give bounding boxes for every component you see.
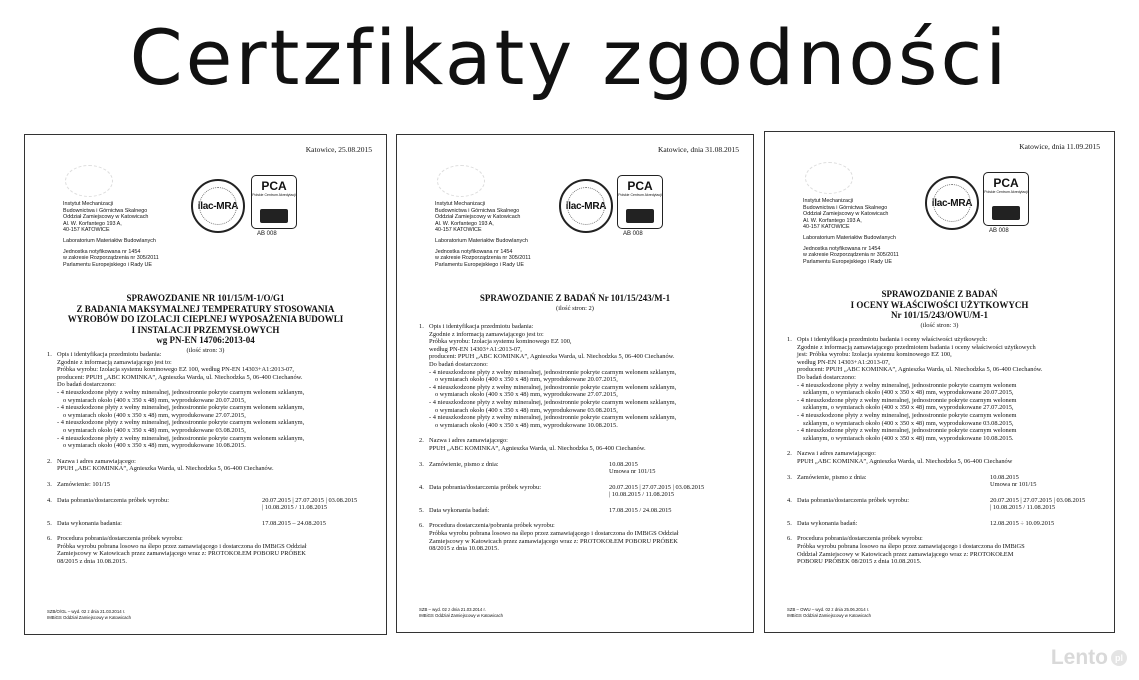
notified-line: w zakresie Rozporządzenia nr 305/2011 — [63, 255, 159, 262]
institute-line: Budownictwa i Górnictwa Skalnego — [435, 207, 520, 214]
certificate-3 — [764, 131, 1115, 633]
description-line: Do badań dostarczono: — [797, 373, 856, 381]
section-value — [262, 497, 372, 512]
section-number: 1. — [419, 323, 424, 330]
notified-line: Parlamentu Europejskiego i Rady UE — [803, 258, 892, 265]
section-row — [419, 461, 739, 476]
institute-line: Oddział Zamiejscowy w Katowicach — [803, 211, 889, 218]
globe-icon — [567, 187, 605, 225]
value-line: | 10.08.2015 / 11.08.2015 — [262, 504, 328, 512]
description-line: Do badań dostarczono: — [429, 360, 488, 368]
value-line: 17.08.2015 – 24.08.2015 — [262, 519, 326, 527]
section-heading — [47, 535, 372, 543]
section-number: 5. — [47, 519, 52, 527]
institute-line: Al. W. Korfantego 193 A, — [63, 220, 122, 227]
section-heading — [787, 520, 990, 528]
section-heading — [787, 497, 990, 505]
notified-line: Parlamentu Europejskiego i Rady UE — [435, 261, 524, 268]
section-value — [609, 461, 739, 476]
value-line: 20.07.2015 | 27.07.2015 | 03.08.2015 — [990, 496, 1086, 504]
pca-logo-icon — [983, 172, 1029, 226]
institute-block — [803, 198, 928, 265]
report-date: Katowice, dnia 11.09.2015 — [1019, 142, 1100, 151]
section-heading — [419, 323, 739, 331]
section-number: 4. — [787, 496, 792, 504]
heading-line: SPRAWOZDANIE Z BADAŃ Nr 101/15/243/M-1 — [479, 293, 671, 303]
institute-block — [63, 201, 188, 268]
procedure-line: Próbka wyrobu pobrana losowo na ślepo przez zamawiającego i dostarczona do IMBiGS — [797, 543, 1025, 551]
ilac-logo-text: ilac-MRA — [197, 200, 239, 212]
client-address: PPUH „ABC KOMINKA”, Agnieszka Warda, ul. Niechodzka 5, 06-400 Ciechanów. — [57, 465, 274, 473]
institute-line: Al. W. Korfantego 193 A, — [435, 220, 494, 227]
pca-badge-icon — [992, 206, 1020, 220]
institute-line: Instytut Mechanizacji — [435, 201, 486, 207]
section-number: 4. — [419, 483, 424, 491]
watermark-logo-icon: pl — [1111, 650, 1127, 666]
section-label — [787, 520, 990, 528]
delivered-item: szklanym, o wymiarach około (400 x 350 x 48) mm, wyprodukowane 27.07.2015, — [803, 404, 1014, 412]
section-6 — [419, 522, 739, 552]
delivered-item: szklanym, o wymiarach około (400 x 350 x 48) mm, wyprodukowane 03.08.2015, — [803, 419, 1014, 427]
footer-line: IMBiGS Oddział Zamiejscowy w Katowicach — [419, 612, 504, 618]
section-1 — [787, 336, 1100, 442]
section-2 — [787, 450, 1100, 465]
delivered-item: - 4 nieuszkodzone płyty z wełny mineralnej, jednostronnie pokryte czarnym welonem szklanym, — [57, 434, 305, 442]
notified-line: w zakresie Rozporządzenia nr 305/2011 — [435, 255, 531, 262]
section-label — [419, 484, 609, 499]
section-value — [990, 520, 1100, 528]
report-body — [47, 351, 372, 574]
section-number: 3. — [419, 460, 424, 468]
institute-line: Al. W. Korfantego 193 A, — [803, 217, 862, 224]
procedure-line: 08/2015 z dnia 10.08.2015. — [57, 558, 127, 566]
section-number: 6. — [419, 522, 424, 530]
heading-line: SPRAWOZDANIE Z BADAŃ — [881, 289, 998, 299]
faded-stamp-icon — [437, 165, 485, 197]
procedure-line: Próbka wyrobu pobrana losowo na ślepo przez zamawiającego i dostarczona do IMBiGS Oddział — [429, 530, 679, 538]
laboratory-name: Laboratorium Materiałów Budowlanych — [803, 234, 896, 241]
delivered-item: o wymiarach około (400 x 350 x 48) mm, wyprodukowane 03.08.2015, — [435, 406, 618, 414]
pca-logo-text: PCA — [261, 179, 287, 193]
institute-line: Oddział Zamiejscowy w Katowicach — [435, 214, 521, 221]
section-title: Opis i identyfikacja przedmiotu badania: — [429, 323, 534, 330]
section-label — [47, 520, 262, 528]
globe-icon — [199, 187, 237, 225]
section-s5 — [47, 520, 372, 528]
section-number: 2. — [419, 437, 424, 445]
delivered-item: - 4 nieuszkodzone płyty z wełny mineralnej, jednostronnie pokryte czarnym welonem szklanym, — [429, 414, 677, 422]
section-title: Nazwa i adres zamawiającego: — [797, 450, 876, 458]
value-line: 20.07.2015 | 27.07.2015 | 03.08.2015 — [262, 496, 358, 504]
description-line: Zgodnie z informacją zamawiającego jest to: — [57, 358, 172, 366]
section-row — [47, 520, 372, 528]
section-heading — [47, 351, 372, 359]
section-number: 1. — [787, 336, 792, 343]
report-body — [787, 336, 1100, 574]
delivered-item: o wymiarach około (400 x 350 x 48) mm, wyprodukowane 10.08.2015. — [435, 421, 618, 429]
section-number: 2. — [47, 457, 52, 465]
section-title: Data wykonania badań: — [429, 506, 490, 514]
institute-line: 40-157 KATOWICE — [63, 227, 110, 234]
delivered-item: - 4 nieuszkodzone płyty z wełny mineralnej, jednostronnie pokryte czarnym welonem — [797, 427, 1017, 435]
pca-logo-text: PCA — [627, 179, 653, 193]
procedure-line: Próbka wyrobu pobrana losowo na ślepo przez zamawiającego i dostarczona do IMBiGS Oddział — [57, 542, 307, 550]
section-label — [419, 461, 609, 476]
page-count: (ilość stron: 3) — [920, 321, 959, 329]
section-1 — [419, 323, 739, 429]
section-6 — [47, 535, 372, 565]
heading-line: SPRAWOZDANIE NR 101/15/M-1/O/G1 — [126, 293, 285, 303]
section-heading — [419, 484, 609, 492]
section-1 — [47, 351, 372, 450]
notified-line: Jednostka notyfikowana nr 1454 — [803, 245, 881, 252]
description-line: Zgodnie z informacją zamawiającego przedmiotem badania i oceny właściwości użytkowych — [797, 343, 1036, 351]
institute-line: Budownictwa i Górnictwa Skalnego — [803, 204, 888, 211]
delivered-item: - 4 nieuszkodzone płyty z wełny mineralnej, jednostronnie pokryte czarnym welonem szklanym, — [57, 419, 305, 427]
footer-line: SZB – OWU – wyd. 02 z dnia 25.06.2014 r. — [787, 607, 870, 612]
value-line: | 10.08.2015 / 11.08.2015 — [990, 504, 1056, 512]
section-heading — [787, 450, 1100, 458]
section-2 — [419, 437, 739, 452]
institute-line: 40-157 KATOWICE — [803, 224, 850, 231]
section-value — [609, 507, 739, 515]
certificate-1 — [24, 134, 387, 635]
document-footer — [419, 607, 503, 618]
description-line: według PN-EN 14303+A1:2013-07, — [429, 345, 522, 353]
ilac-logo-text: ilac-MRA — [931, 197, 973, 209]
section-title: Data pobrania/dostarczenia próbek wyrobu: — [57, 496, 169, 504]
accreditation-number: AB 008 — [989, 228, 1009, 234]
footer-line: SZB – wyd. 02 z dnia 21.03.2014 r. — [419, 607, 486, 612]
ilac-mra-logo-icon — [191, 179, 245, 233]
section-heading — [419, 437, 739, 445]
section-title: Data wykonania badań: — [797, 519, 858, 527]
procedure-line: POBORU PRÓBEK 08/2015 z dnia 10.08.2015. — [797, 558, 922, 566]
heading-line: Z BADANIA MAKSYMALNEJ TEMPERATURY STOSOWANIA — [76, 303, 335, 314]
institute-line: Oddział Zamiejscowy w Katowicach — [63, 214, 149, 221]
section-heading — [419, 507, 609, 515]
ilac-logo-text: ilac-MRA — [565, 200, 607, 212]
report-date: Katowice, dnia 31.08.2015 — [657, 145, 739, 154]
pca-logo-subtext: Polskie Centrum Akredytacji — [618, 193, 662, 197]
report-heading — [25, 293, 386, 356]
pca-badge-icon — [260, 209, 288, 223]
delivered-item: o wymiarach około (400 x 350 x 48) mm, wyprodukowane 20.07.2015, — [435, 376, 618, 384]
section-title: Data wykonania badania: — [57, 519, 122, 527]
section-s4 — [787, 497, 1100, 512]
notified-line: Parlamentu Europejskiego i Rady UE — [63, 261, 152, 268]
description-line: Próbka wyrobu: Izolacja systemu kominowego EZ 100, — [429, 338, 572, 346]
report-date: Katowice, 25.08.2015 — [305, 145, 372, 154]
section-2 — [47, 458, 372, 473]
client-address: PPUH „ABC KOMINKA”, Agnieszka Warda, ul. Niechodzka 5, 06-400 Ciechanów. — [429, 444, 646, 452]
delivered-item: o wymiarach około (400 x 350 x 48) mm, wyprodukowane 27.07.2015, — [435, 391, 618, 399]
section-value — [262, 520, 372, 528]
institute-line: 40-157 KATOWICE — [435, 227, 482, 234]
section-title: Procedura pobrania/dostarczenia próbek wyrobu: — [57, 535, 183, 543]
institute-block — [435, 201, 560, 268]
value-line: 17.08.2015 / 24.08.2015 — [609, 506, 672, 514]
delivered-item: szklanym, o wymiarach około (400 x 350 x 48) mm, wyprodukowane 20.07.2015, — [803, 389, 1014, 397]
description-line: producent: PPUH „ABC KOMINKA”, Agnieszka Warda, ul. Niechodzka 5, 06-400 Ciechanów. — [429, 353, 675, 361]
laboratory-name: Laboratorium Materiałów Budowlanych — [435, 237, 528, 244]
delivered-item: - 4 nieuszkodzone płyty z wełny mineralnej, jednostronnie pokryte czarnym welonem szklanym, — [429, 368, 677, 376]
section-s3 — [787, 474, 1100, 489]
value-line: Umowa nr 101/15 — [609, 468, 656, 476]
accreditation-number: AB 008 — [257, 231, 277, 237]
lento-watermark — [1051, 646, 1127, 670]
section-title: Procedura dostarczenia/pobrania próbek wyrobu: — [429, 522, 555, 530]
accreditation-number: AB 008 — [623, 231, 643, 237]
section-s5 — [787, 520, 1100, 528]
description-line: Do badań dostarczono: — [57, 381, 116, 389]
footer-line: IMBiGS Oddział Zamiejscowy w Katowicach — [787, 612, 872, 618]
procedure-line: Zamiejscowy w Katowicach przez zamawiającego wraz z: PROTOKOŁEM POBORU PRÓBEK — [57, 550, 306, 558]
description-line: Próbka wyrobu: Izolacja systemu kominowego EZ 100, według PN-EN 14303+A1:2013-07, — [57, 366, 295, 374]
section-label — [419, 507, 609, 515]
description-line: producent: PPUH „ABC KOMINKA”, Agnieszka Warda, ul. Niechodzka 5, 06-400 Ciechanów. — [57, 373, 303, 381]
value-line: 10.08.2015 — [990, 473, 1019, 481]
section-title: Nazwa i adres zamawiającego: — [429, 437, 508, 445]
pca-badge-icon — [626, 209, 654, 223]
section-title: Zamówienie: 101/15 — [57, 480, 111, 488]
section-title: Zamówienie, pismo z dnia: — [797, 473, 867, 481]
notified-line: w zakresie Rozporządzenia nr 305/2011 — [803, 252, 899, 259]
section-3 — [47, 481, 372, 489]
section-title: Opis i identyfikacja przedmiotu badania i oceny właściwości użytkowych: — [797, 336, 988, 343]
section-heading — [47, 497, 262, 505]
section-s3 — [419, 461, 739, 476]
delivered-item: szklanym, o wymiarach około (400 x 350 x 48) mm, wyprodukowane 10.08.2015. — [803, 434, 1014, 442]
page-title: Certzfikaty zgodności — [129, 13, 1010, 102]
section-value — [990, 497, 1100, 512]
section-title: Data pobrania/dostarczenia próbek wyrobu: — [797, 496, 909, 504]
ilac-mra-logo-icon — [925, 176, 979, 230]
section-row — [419, 507, 739, 515]
delivered-item: o wymiarach około (400 x 350 x 48) mm, wyprodukowane 20.07.2015, — [63, 396, 246, 404]
report-heading — [397, 293, 753, 314]
globe-icon — [933, 184, 971, 222]
procedure-line: Oddział Zamiejscowy w Katowicach przez zamawiającego wraz z: PROTOKOŁEM — [797, 550, 1014, 558]
description-line: jest: Próbka wyrobu: Izolacja systemu kominowego EZ 100, — [797, 351, 952, 359]
value-line: 10.08.2015 — [609, 460, 638, 468]
section-heading — [47, 520, 262, 528]
section-number: 6. — [47, 535, 52, 543]
delivered-item: - 4 nieuszkodzone płyty z wełny mineralnej, jednostronnie pokryte czarnym welonem szklanym, — [57, 388, 305, 396]
ilac-mra-logo-icon — [559, 179, 613, 233]
value-line: Umowa nr 101/15 — [990, 481, 1037, 489]
heading-line: I INSTALACJI PRZEMYSŁOWYCH — [131, 324, 280, 335]
section-number: 2. — [787, 450, 792, 458]
delivered-item: o wymiarach około (400 x 350 x 48) mm, wyprodukowane 27.07.2015, — [63, 411, 246, 419]
section-number: 3. — [47, 480, 52, 488]
pca-logo-subtext: Polskie Centrum Akredytacji — [984, 190, 1028, 194]
delivered-item: - 4 nieuszkodzone płyty z wełny mineralnej, jednostronnie pokryte czarnym welonem — [797, 396, 1017, 404]
heading-line: I OCENY WŁAŚCIWOŚCI UŻYTKOWYCH — [850, 299, 1029, 310]
section-row — [787, 474, 1100, 489]
delivered-item: - 4 nieuszkodzone płyty z wełny mineralnej, jednostronnie pokryte czarnym welonem — [797, 381, 1017, 389]
section-number: 5. — [419, 506, 424, 514]
document-footer — [787, 607, 871, 618]
section-title: Nazwa i adres zamawiającego: — [57, 457, 136, 465]
section-number: 6. — [787, 535, 792, 543]
section-row — [787, 520, 1100, 528]
client-address: PPUH „ABC KOMINKA”, Agnieszka Warda, ul. Niechodzka 5, 06-400 Ciechanów — [797, 457, 1013, 465]
page-count: (ilość stron: 2) — [556, 304, 594, 312]
pca-logo-icon — [251, 175, 297, 229]
laboratory-name: Laboratorium Materiałów Budowlanych — [63, 237, 156, 244]
section-value — [609, 484, 739, 499]
section-number: 4. — [47, 496, 52, 504]
notified-line: Jednostka notyfikowana nr 1454 — [435, 248, 513, 255]
section-title: Procedura pobrania/dostarczenia próbek wyrobu: — [797, 535, 923, 543]
section-heading — [419, 522, 739, 530]
report-heading — [765, 289, 1114, 331]
section-number: 1. — [47, 351, 52, 358]
document-footer — [47, 609, 131, 620]
section-value — [990, 474, 1100, 489]
delivered-item: - 4 nieuszkodzone płyty z wełny mineralnej, jednostronnie pokryte czarnym welonem szklanym, — [57, 404, 305, 412]
section-label — [787, 474, 990, 489]
section-s5 — [419, 507, 739, 515]
description-line: producent: PPUH „ABC KOMINKA”, Agnieszka Warda, ul. Niechodzka 5, 06-400 Ciechanów. — [797, 366, 1043, 374]
footer-line: IMBiGS Oddział Zamiejscowy w Katowicach — [47, 614, 132, 620]
section-label — [787, 497, 990, 512]
section-number: 3. — [787, 473, 792, 481]
value-line: | 10.08.2015 / 11.08.2015 — [609, 491, 675, 499]
section-heading — [47, 481, 372, 489]
heading-line: WYROBÓW DO IZOLACJI CIEPLNEJ WYPOSAŻENIA BUDOWLI — [67, 314, 344, 324]
section-heading — [787, 336, 1100, 344]
page-count: (ilość stron: 3) — [186, 346, 225, 354]
notified-line: Jednostka notyfikowana nr 1454 — [63, 248, 141, 255]
institute-line: Instytut Mechanizacji — [63, 201, 114, 207]
section-s4 — [419, 484, 739, 499]
pca-logo-icon — [617, 175, 663, 229]
section-row — [419, 484, 739, 499]
section-heading — [787, 474, 990, 482]
heading-line: wg PN-EN 14706:2013-04 — [156, 335, 255, 345]
faded-stamp-icon — [805, 162, 853, 194]
delivered-item: o wymiarach około (400 x 350 x 48) mm, wyprodukowane 03.08.2015, — [63, 426, 246, 434]
report-body — [419, 323, 739, 561]
footer-line: SZB/O/GL – wyd. 02 z dnia 21.03.2014 r. — [47, 609, 126, 614]
section-title: Zamówienie, pismo z dnia: — [429, 460, 499, 468]
institute-line: Instytut Mechanizacji — [803, 198, 854, 204]
value-line: 20.07.2015 | 27.07.2015 | 03.08.2015 — [609, 483, 705, 491]
section-title: Data pobrania/dostarczenia próbek wyrobu: — [429, 483, 541, 491]
certificate-2 — [396, 134, 754, 633]
faded-stamp-icon — [65, 165, 113, 197]
section-heading — [787, 535, 1100, 543]
description-line: Zgodnie z informacją zamawiającego jest to: — [429, 330, 544, 338]
section-heading — [419, 461, 609, 469]
pca-logo-subtext: Polskie Centrum Akredytacji — [252, 193, 296, 197]
section-heading — [47, 458, 372, 466]
section-title: Opis i identyfikacja przedmiotu badania: — [57, 351, 162, 358]
watermark-text: Lento — [1050, 646, 1108, 669]
section-row — [787, 497, 1100, 512]
delivered-item: o wymiarach około (400 x 350 x 48) mm, wyprodukowane 10.08.2015. — [63, 442, 246, 450]
section-s4 — [47, 497, 372, 512]
pca-logo-text: PCA — [993, 176, 1019, 190]
procedure-line: 08/2015 z dnia 10.08.2015. — [429, 545, 499, 553]
delivered-item: - 4 nieuszkodzone płyty z wełny mineralnej, jednostronnie pokryte czarnym welonem szklanym, — [429, 383, 677, 391]
section-6 — [787, 535, 1100, 565]
value-line: 12.08.2015 ÷ 10.09.2015 — [990, 519, 1055, 527]
section-label — [47, 497, 262, 512]
heading-line: Nr 101/15/243/OWU/M-1 — [890, 310, 989, 320]
procedure-line: Zamiejscowy w Katowicach przez zamawiającego wraz z: PROTOKOŁEM POBORU PRÓBEK — [429, 537, 678, 545]
institute-line: Budownictwa i Górnictwa Skalnego — [63, 207, 148, 214]
delivered-item: - 4 nieuszkodzone płyty z wełny mineralnej, jednostronnie pokryte czarnym welonem — [797, 411, 1017, 419]
delivered-item: - 4 nieuszkodzone płyty z wełny mineralnej, jednostronnie pokryte czarnym welonem szklanym, — [429, 398, 677, 406]
section-number: 5. — [787, 519, 792, 527]
description-line: według PN-EN 14303+A1:2013-07, — [797, 358, 890, 366]
section-row — [47, 497, 372, 512]
